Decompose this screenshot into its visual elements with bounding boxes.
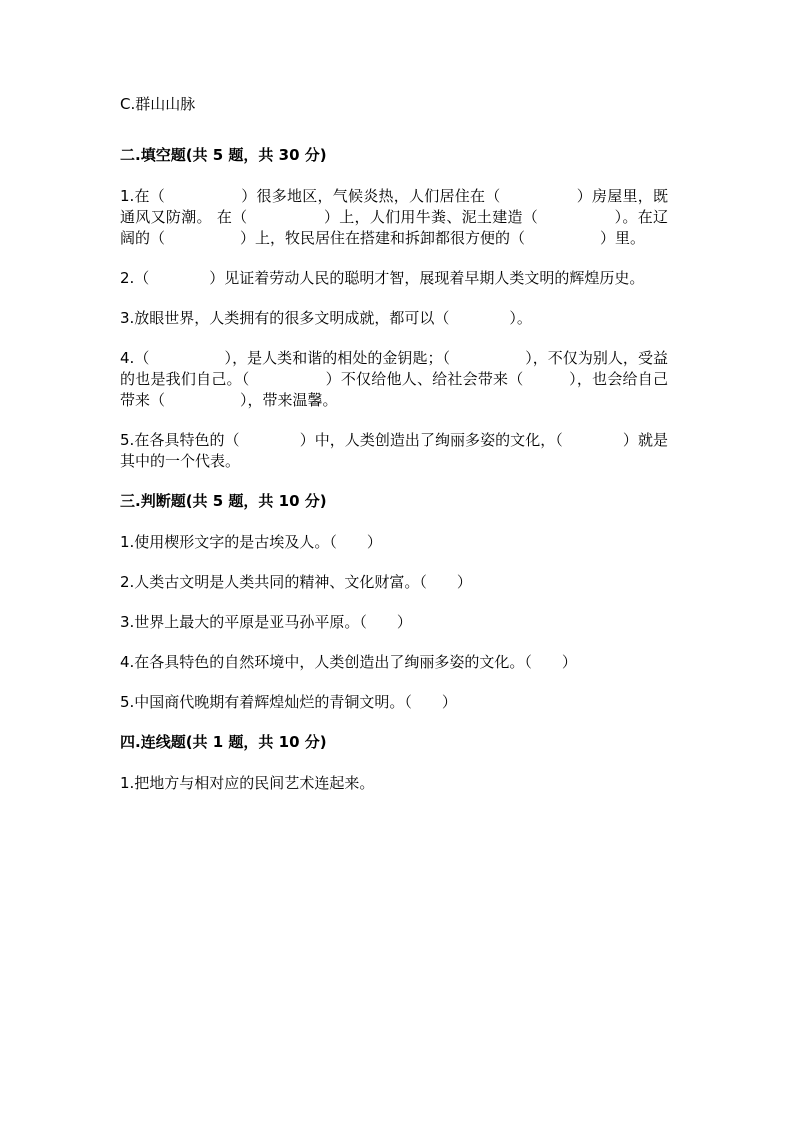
judge-question-1: 1.使用楔形文字的是古埃及人。（ ） [120, 533, 382, 551]
judge-question-3: 3.世界上最大的平原是亚马孙平原。（ ） [120, 613, 412, 631]
fill-question-3: 3.放眼世界，人类拥有的很多文明成就，都可以（ ）。 [120, 309, 532, 327]
section-title-matching: 四.连线题(共 1 题，共 10 分) [120, 733, 327, 751]
fill-question-4: 4.（ ），是人类和谐的相处的金钥匙；（ ），不仅为别人，受益的也是我们自己。（ ）不仅给他人、给社会带来（ ），也会给自己带来（ ），带来温馨。 [120, 349, 668, 409]
option-c: C.群山山脉 [120, 95, 196, 113]
fill-question-5: 5.在各具特色的（ ）中，人类创造出了绚丽多姿的文化，（ ）就是其中的一个代表。 [120, 431, 668, 470]
fill-question-1: 1.在（ ）很多地区，气候炎热，人们居住在（ ）房屋里，既通风又防潮。 在（ ）上，人们用牛粪、泥土建造（ ）。在辽阔的（ ）上，牧民居住在搭建和拆卸都很方便的（ ）里。 [120, 187, 668, 247]
section-title-true-false: 三.判断题(共 5 题，共 10 分) [120, 492, 327, 510]
section-true-false [120, 491, 668, 713]
section-fill-in [120, 145, 668, 472]
judge-question-4: 4.在各具特色的自然环境中，人类创造出了绚丽多姿的文化。（ ） [120, 653, 577, 671]
exam-page [120, 94, 668, 813]
section-title-fill-in: 二.填空题(共 5 题，共 30 分) [120, 146, 327, 164]
matching-question-1: 1.把地方与相对应的民间艺术连起来。 [120, 774, 375, 792]
judge-question-2: 2.人类古文明是人类共同的精神、文化财富。（ ） [120, 573, 472, 591]
judge-question-5: 5.中国商代晚期有着辉煌灿烂的青铜文明。（ ） [120, 693, 457, 711]
fill-question-2: 2.（ ）见证着劳动人民的聪明才智，展现着早期人类文明的辉煌历史。 [120, 269, 645, 287]
section-matching [120, 732, 668, 794]
